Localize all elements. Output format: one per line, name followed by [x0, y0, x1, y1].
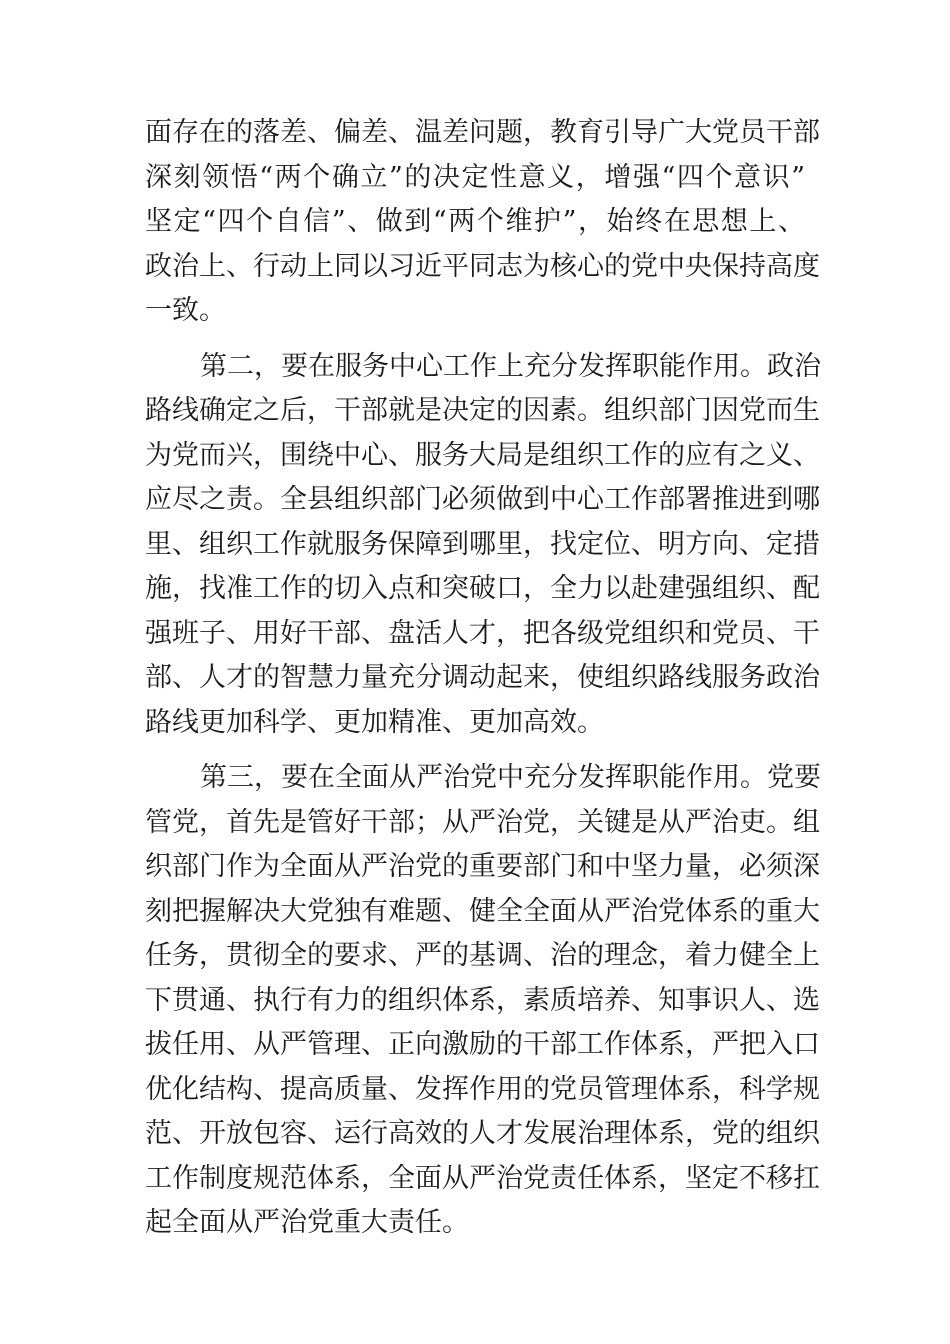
text-line: 深刻领悟“两个确立”的决定性意义，增强“四个意识” — [145, 161, 805, 193]
text-line: 管党，首先是管好干部；从严治党，关键是从严治吏。组 — [145, 806, 820, 838]
text-line: 部、人才的智慧力量充分调动起来，使组织路线服务政治 — [145, 662, 820, 693]
text-line: 优化结构、提高质量、发挥作用的党员管理体系，科学规 — [145, 1073, 820, 1105]
text-line: 刻把握解决大党独有难题、健全全面从严治党体系的重大 — [145, 895, 820, 927]
text-line: 应尽之责。全县组织部门必须做到中心工作部署推进到哪 — [145, 484, 820, 515]
document-page — [145, 111, 821, 1246]
text-line: 起全面从严治党重大责任。 — [145, 1207, 469, 1238]
paragraph-spacing — [145, 745, 805, 756]
paragraph-second — [145, 345, 821, 746]
text-line: 面存在的落差、偏差、温差问题，教育引导广大党员干部 — [145, 117, 820, 148]
paragraph-spacing — [145, 334, 805, 345]
text-line: 路线确定之后，干部就是决定的因素。组织部门因党而生 — [145, 395, 820, 426]
text-line: 一致。 — [145, 295, 226, 326]
text-line: 里、组织工作就服务保障到哪里，找定位、明方向、定措 — [145, 528, 820, 560]
text-line: 为党而兴，围绕中心、服务大局是组织工作的应有之义、 — [145, 439, 820, 471]
text-line: 第二，要在服务中心工作上充分发挥职能作用。政治 — [200, 350, 821, 382]
paragraph-continued — [145, 111, 820, 334]
text-line: 坚定“四个自信”、做到“两个维护”，始终在思想上、 — [145, 206, 805, 237]
paragraph-third — [145, 756, 821, 1246]
text-line: 第三，要在全面从严治党中充分发挥职能作用。党要 — [200, 762, 821, 793]
text-line: 强班子、用好干部、盘活人才，把各级党组织和党员、干 — [145, 617, 820, 649]
text-line: 范、开放包容、运行高效的人才发展治理体系，党的组织 — [145, 1118, 820, 1149]
text-line: 工作制度规范体系，全面从严治党责任体系，坚定不移扛 — [145, 1162, 820, 1194]
text-line: 路线更加科学、更加精准、更加高效。 — [145, 706, 604, 738]
text-line: 施，找准工作的切入点和突破口，全力以赴建强组织、配 — [145, 573, 820, 604]
text-line: 拔任用、从严管理、正向激励的干部工作体系，严把入口 — [145, 1029, 820, 1060]
text-line: 织部门作为全面从严治党的重要部门和中坚力量，必须深 — [145, 851, 820, 882]
text-line: 任务，贯彻全的要求、严的基调、治的理念，着力健全上 — [145, 940, 820, 971]
text-line: 下贯通、执行有力的组织体系，素质培养、知事识人、选 — [145, 984, 820, 1016]
text-line: 政治上、行动上同以习近平同志为核心的党中央保持高度 — [145, 250, 820, 282]
